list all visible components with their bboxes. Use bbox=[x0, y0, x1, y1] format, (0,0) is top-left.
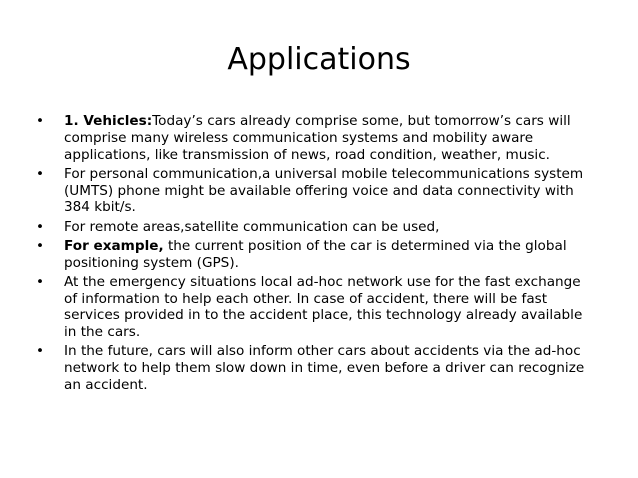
bullet-icon: • bbox=[36, 113, 45, 129]
bullet-text: For personal communication,a universal mobile telecommunications system (UMTS) phone might be available offering voice and data connectivity with 384 kbit/s. bbox=[64, 165, 584, 216]
bullet-list bbox=[36, 113, 596, 396]
bullet-text: Today’s cars already comprise some, but tomorrow’s cars will comprise many wireless communication systems and mobility aware applications, like transmission of news, road condition, weather, music. bbox=[64, 113, 571, 163]
bullet-item-future bbox=[36, 343, 596, 393]
bullet-lead: For example, bbox=[64, 237, 164, 254]
bullet-text: In the future, cars will also inform other cars about accidents via the ad-hoc network to help them slow down in time, even before a driver can recognize an accident. bbox=[64, 343, 585, 393]
slide-title: Applications bbox=[227, 42, 411, 77]
bullet-icon: • bbox=[36, 273, 45, 290]
bullet-icon: • bbox=[36, 237, 45, 254]
bullet-item-example-gps bbox=[36, 238, 596, 272]
bullet-icon: • bbox=[36, 165, 45, 182]
bullet-text: At the emergency situations local ad-hoc network use for the fast exchange of information to help each other. In case of accident, there will be fast services provided in to the accident place, this technology already available in the cars. bbox=[64, 273, 583, 341]
bullet-lead: 1. Vehicles: bbox=[64, 113, 153, 129]
bullet-icon: • bbox=[36, 218, 45, 235]
bullet-item-remote-areas bbox=[36, 219, 596, 236]
bullet-text: For remote areas,satellite communication can be used, bbox=[64, 218, 440, 235]
bullet-icon: • bbox=[36, 343, 45, 360]
bullet-item-vehicles bbox=[36, 113, 596, 163]
bullet-item-emergency bbox=[36, 274, 596, 341]
bullet-text: the current position of the car is determined via the global positioning system (GPS). bbox=[64, 237, 567, 271]
bullet-item-personal-communication bbox=[36, 166, 596, 216]
